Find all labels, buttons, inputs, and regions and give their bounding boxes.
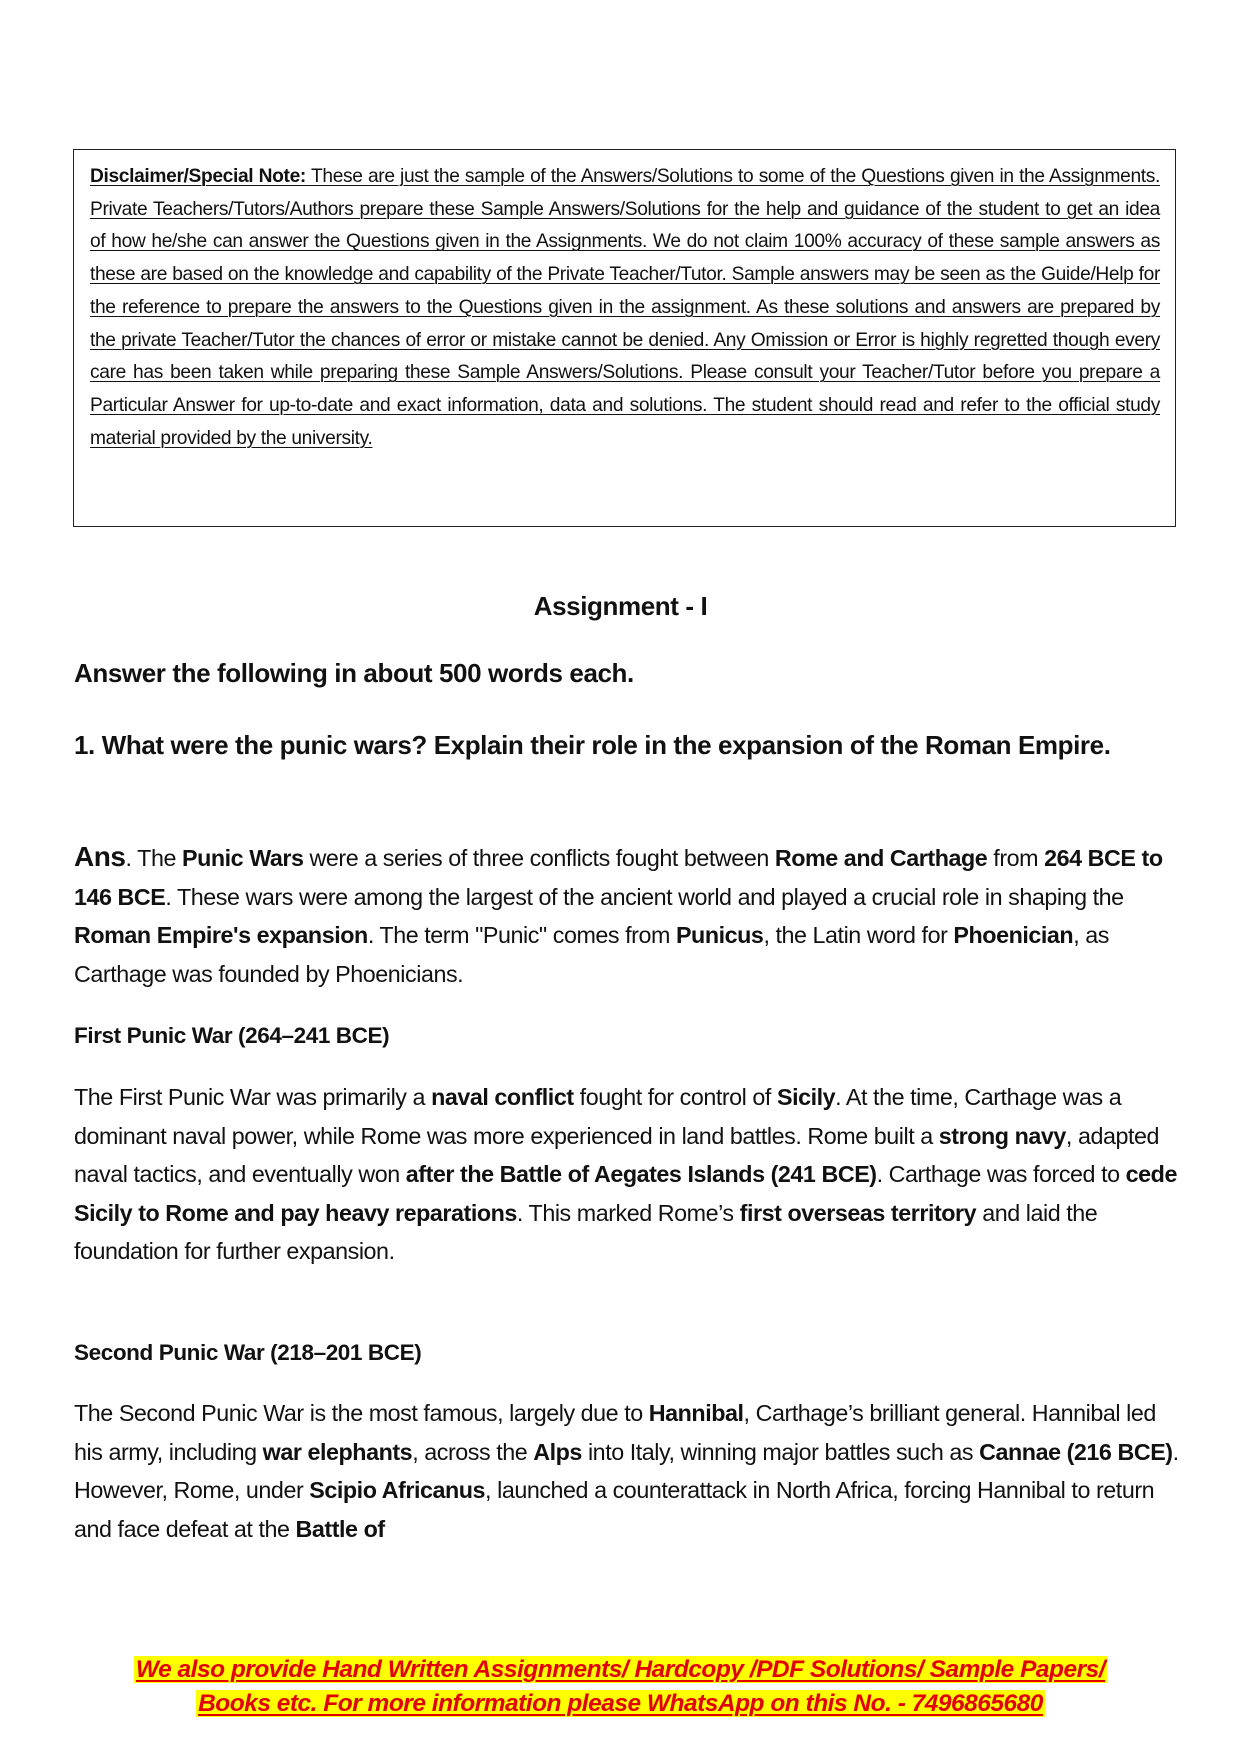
bold-term: Battle of [295, 1515, 385, 1542]
answer-intro-paragraph [74, 838, 1189, 993]
bold-term: Phoenician [953, 922, 1074, 948]
section-heading-second-punic-war: Second Punic War (218–201 BCE) [74, 1340, 422, 1365]
answer-label: Ans [74, 841, 126, 872]
text-run: , the Latin word for [763, 922, 954, 948]
text-run: were a series of three conflicts fought between [303, 845, 775, 871]
bold-term: cede Sicily to Rome and pay heavy reparations [74, 1161, 1177, 1226]
text-run: and laid the foundation for further expansion. [74, 1199, 1098, 1264]
bold-term: Scipio Africanus [309, 1477, 486, 1503]
bold-term: 264 BCE to 146 BCE [74, 845, 1163, 910]
bold-term: Sicily [776, 1084, 836, 1110]
disclaimer-body: These are just the sample of the Answers/Solutions to some of the Questions given in the Assignments. Private Teachers/Tutors/Authors prepare these Sample Answers/Solutions for the help and guidance of the student to get an idea of how he/she can answer the Questions given in the Assignments. We do not claim 100% accuracy of these sample answers as these are based on the knowledge and capability of the Private Teacher/Tutor. Sample answers may be seen as the Guide/Help for the reference to prepare the answers to the Questions given in the assignment. As these solutions and answers are prepared by the private Teacher/Tutor the chances of error or mistake cannot be denied. Any Omission or Error is highly regretted though every care has been taken while preparing these Sample Answers/Solutions. Please consult your Teacher/Tutor before you prepare a Particular Answer for up-to-date and exact information, data and solutions. The student should read and refer to the official study material provided by the university. [90, 166, 1161, 449]
text-run: . The [125, 845, 182, 871]
bold-term: Punicus [675, 922, 764, 948]
text-run: . Carthage was forced to [876, 1161, 1126, 1187]
text-run: . However, Rome, under [74, 1438, 1179, 1503]
section-body-first-punic-war [74, 1078, 1189, 1271]
section-heading-first-punic-war: First Punic War (264–241 BCE) [74, 1023, 390, 1048]
text-run: from [987, 845, 1045, 871]
text-run: , as Carthage was founded by Phoenicians. [74, 922, 1109, 987]
text-run: , launched a counterattack in North Africa, forcing Hannibal to return and face defeat at the [74, 1477, 1155, 1542]
bold-term: strong navy [938, 1122, 1066, 1149]
bold-term: first overseas territory [739, 1199, 977, 1226]
text-run: The First Punic War was primarily a [74, 1084, 432, 1110]
text-run: , Carthage’s brilliant general. Hannibal led his army, including [74, 1400, 1156, 1465]
assignment-title: Assignment - I [533, 591, 708, 621]
bold-term: naval conflict [431, 1084, 574, 1110]
question-1: 1. What were the punic wars? Explain their role in the expansion of the Roman Empire. [74, 730, 1111, 760]
bold-term: Rome and Carthage [774, 845, 988, 871]
text-run: . This marked Rome’s [516, 1199, 740, 1226]
footer-promo-line-1: We also provide Hand Written Assignments/ Hardcopy /PDF Solutions/ Sample Papers/ [135, 1656, 1106, 1683]
bold-term: Cannae (216 BCE) [979, 1438, 1173, 1465]
text-run: . At the time, Carthage was a dominant naval power, while Rome was more experienced in land battles. Rome built a [74, 1084, 1122, 1149]
bold-term: war elephants [262, 1438, 413, 1465]
section-body-second-punic-war [74, 1394, 1189, 1548]
footer-promo [0, 1653, 1241, 1721]
text-run: , across the [412, 1438, 534, 1465]
text-run: . The term "Punic" comes from [367, 922, 676, 948]
text-run: . These wars were among the largest of the ancient world and played a crucial role in shaping the [165, 883, 1124, 910]
bold-term: Punic Wars [182, 845, 304, 871]
disclaimer-box [73, 149, 1176, 527]
disclaimer-label: Disclaimer/Special Note: [90, 166, 306, 187]
bold-term: Hannibal [648, 1400, 744, 1426]
instruction-heading: Answer the following in about 500 words each. [74, 658, 634, 688]
bold-term: Alps [533, 1438, 582, 1465]
text-run: , adapted naval tactics, and eventually won [74, 1122, 1160, 1187]
bold-term: Roman Empire's expansion [74, 922, 368, 948]
text-run: The Second Punic War is the most famous, largely due to [74, 1400, 649, 1426]
bold-term: after the Battle of Aegates Islands (241 BCE) [405, 1161, 877, 1187]
disclaimer-text [90, 161, 1160, 455]
footer-promo-line-2: Books etc. For more information please WhatsApp on this No. - 7496865680 [198, 1690, 1043, 1717]
text-run: into Italy, winning major battles such as [581, 1438, 980, 1465]
text-run: fought for control of [573, 1084, 777, 1110]
